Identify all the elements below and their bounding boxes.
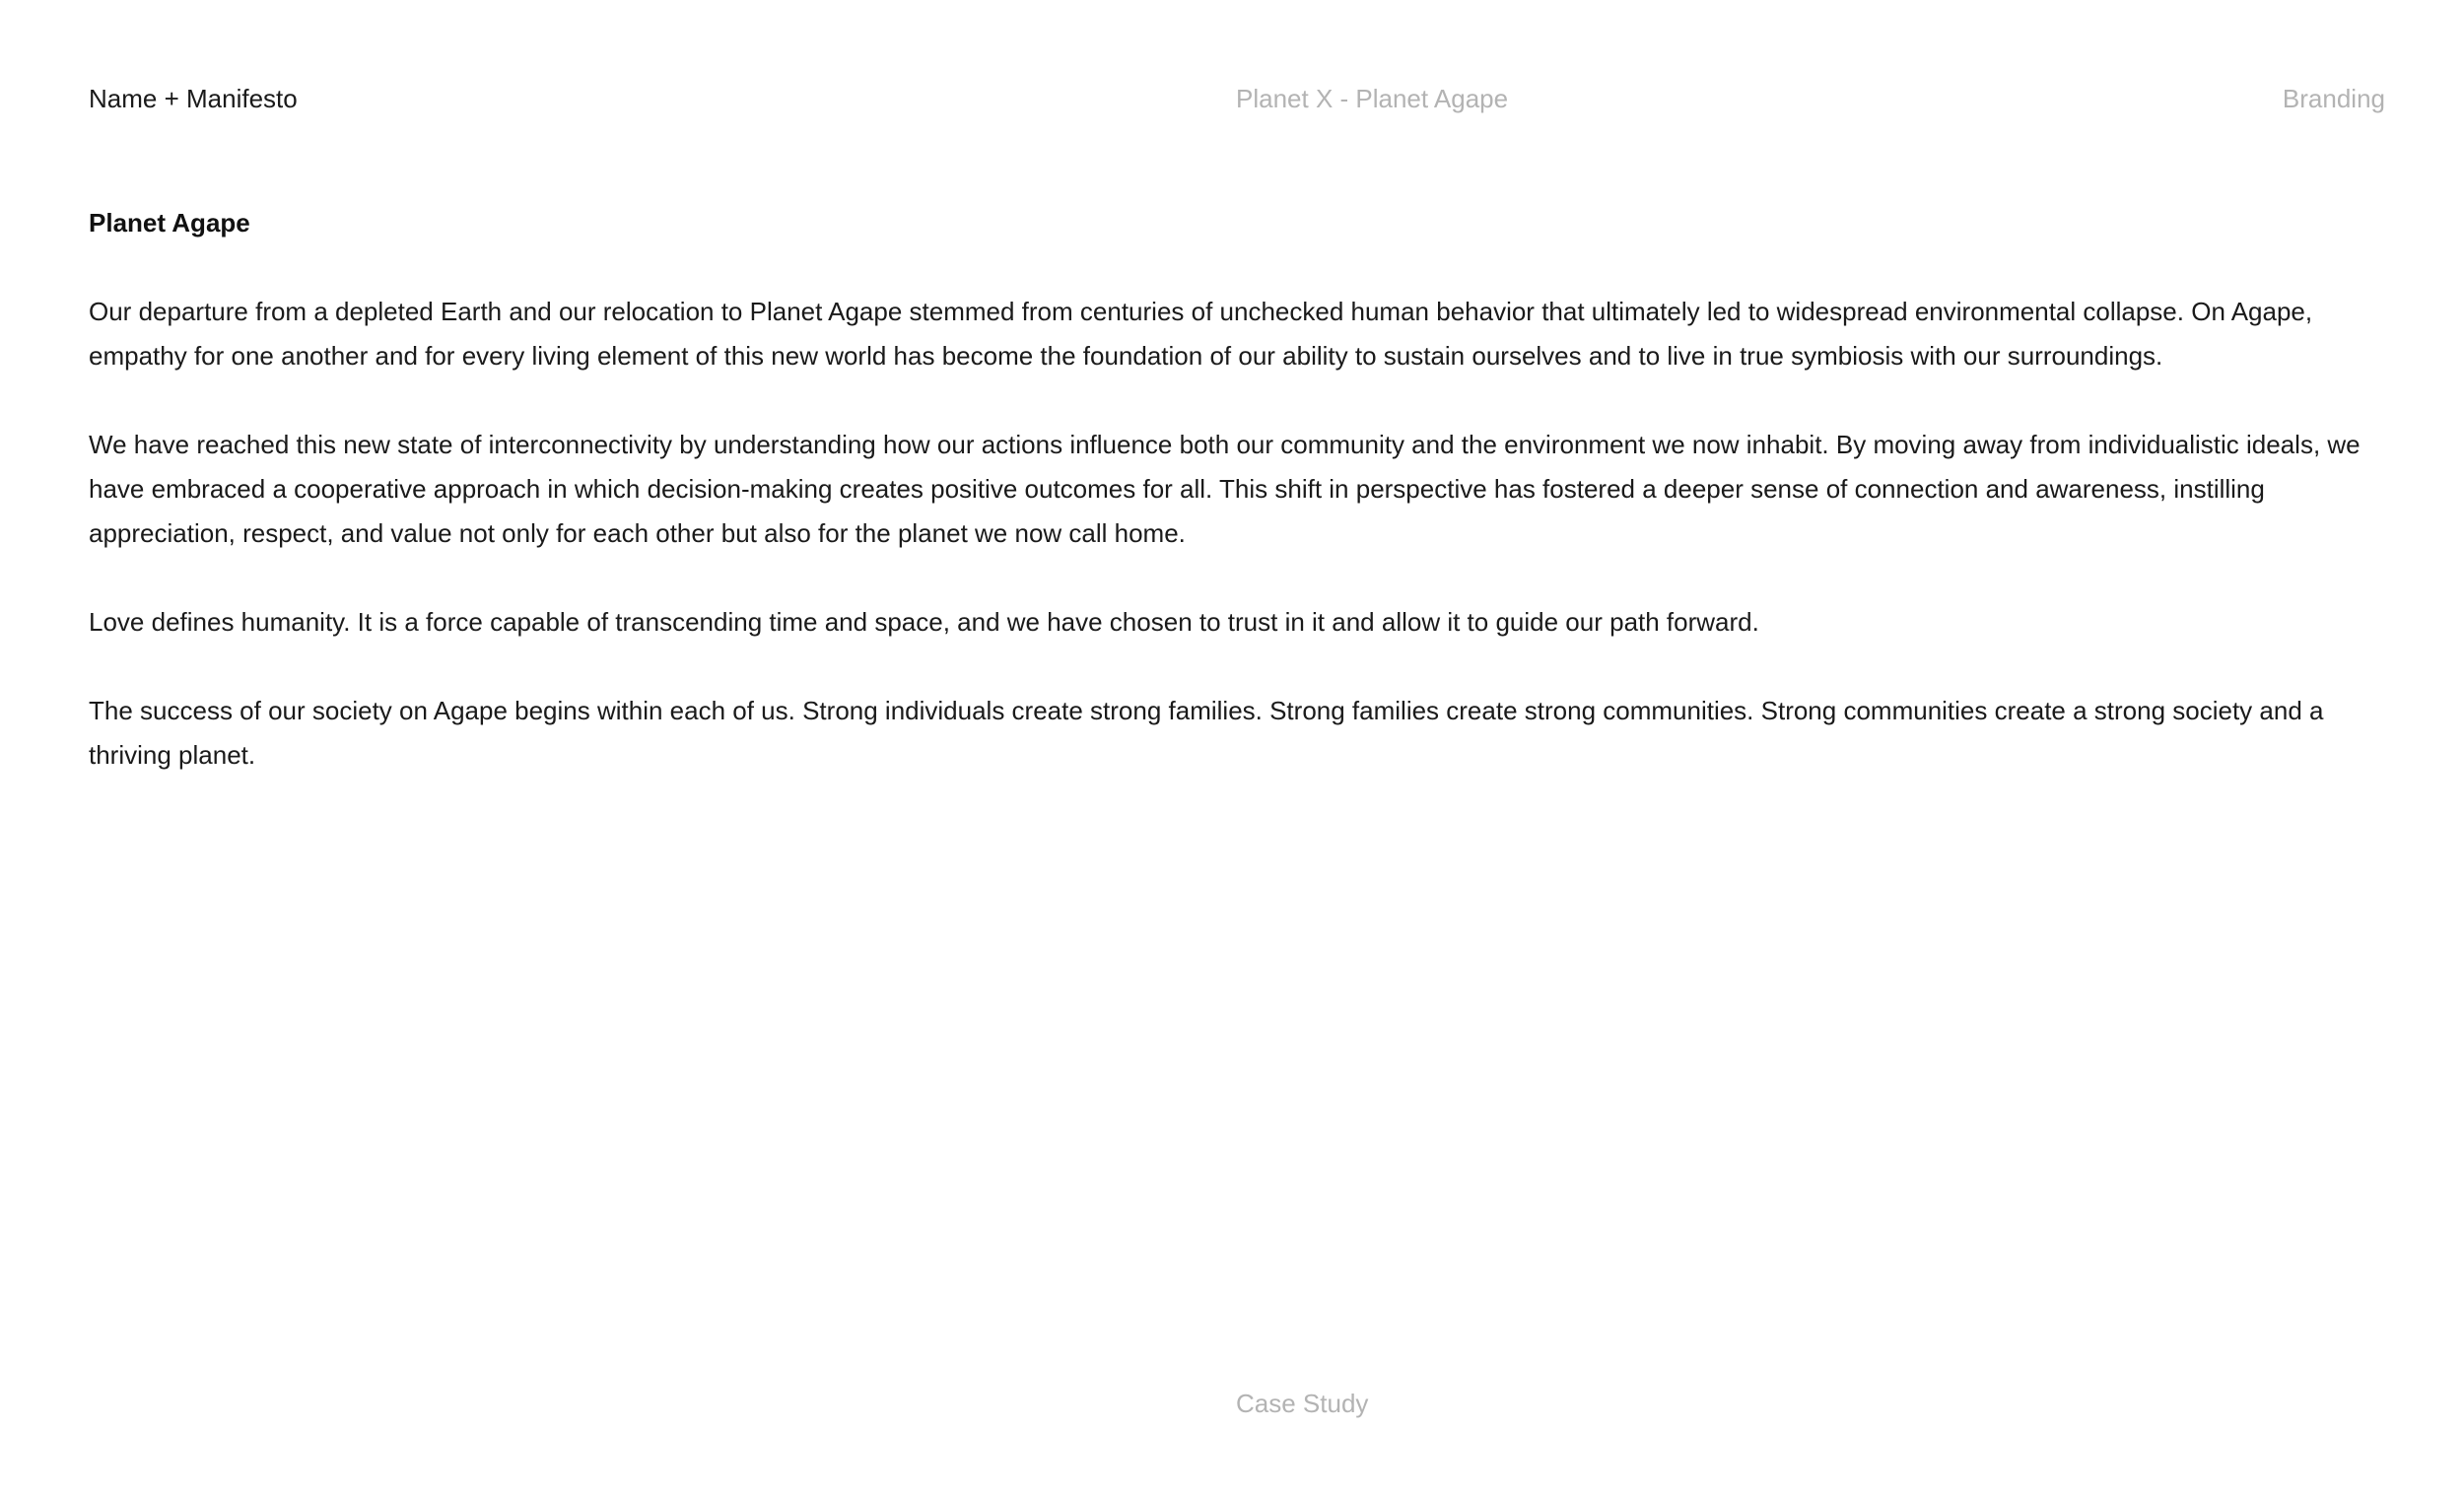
project-title: Planet X - Planet Agape [1236, 84, 1509, 113]
section-label: Name + Manifesto [89, 84, 298, 113]
manifesto-content [89, 201, 2385, 822]
footer-label: Case Study [1236, 1389, 1369, 1418]
manifesto-paragraph: Our departure from a depleted Earth and our relocation to Planet Agape stemmed from centuries of unchecked human behavior that ultimately led to widespread environmental collapse. On Agape, empathy for one another and for every living element of this new world has become the foundation of our ability to sustain ourselves and to live in true symbiosis with our surroundings. [89, 297, 2313, 371]
category-label: Branding [2282, 84, 2385, 113]
manifesto-paragraph: We have reached this new state of interconnectivity by understanding how our actions influence both our community and the environment we now inhabit. By moving away from individualistic ideals, we have embraced a cooperative approach in which decision-making creates positive outcomes for all. This shift in perspective has fostered a deeper sense of connection and awareness, instilling appreciation, respect, and value not only for each other but also for the planet we now call home. [89, 430, 2361, 548]
manifesto-paragraph: Love defines humanity. It is a force capable of transcending time and space, and we have chosen to trust in it and allow it to guide our path forward. [89, 607, 1759, 637]
manifesto-paragraph: The success of our society on Agape begins within each of us. Strong individuals create strong families. Strong families create strong communities. Strong communities create a strong society and a thriving planet. [89, 696, 2324, 770]
manifesto-heading: Planet Agape [89, 208, 250, 238]
